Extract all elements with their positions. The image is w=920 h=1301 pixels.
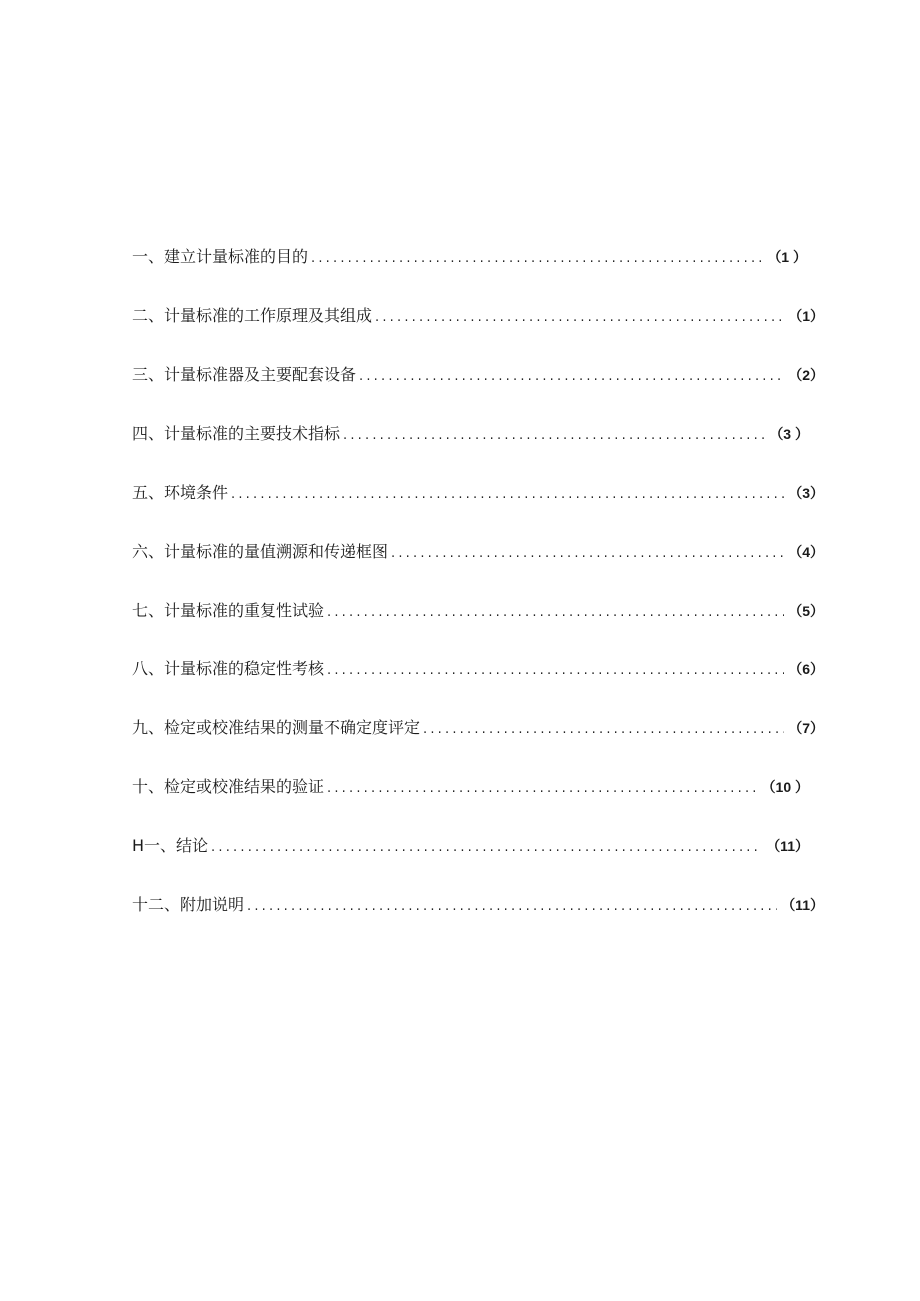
toc-entry-page: （11） — [766, 838, 809, 854]
toc-entry-page: （5） — [788, 603, 824, 619]
toc-entry-title: H一、结论 — [132, 836, 209, 855]
toc-entry-11 — [132, 836, 809, 858]
toc-entry-8 — [132, 659, 824, 681]
toc-entry-title: 三、计量标准器及主要配套设备 — [132, 365, 357, 384]
dot-leader — [343, 426, 765, 446]
toc-entry-9 — [132, 718, 824, 740]
toc-entry-title: 四、计量标准的主要技术指标 — [132, 424, 341, 443]
dot-leader — [311, 249, 763, 269]
toc-entry-title: 二、计量标准的工作原理及其组成 — [132, 306, 373, 325]
toc-entry-page: （4） — [788, 544, 824, 560]
toc-entry-title: 十、检定或校准结果的验证 — [132, 777, 325, 796]
toc-entry-2 — [132, 306, 824, 328]
dot-leader — [359, 367, 784, 387]
toc-entry-page: （1） — [788, 308, 824, 324]
dot-leader — [231, 485, 784, 505]
dot-leader — [327, 779, 758, 799]
toc-entry-page: （6） — [788, 661, 824, 677]
dot-leader — [391, 544, 784, 564]
toc-entry-page: （11） — [781, 897, 824, 913]
dot-leader — [423, 720, 784, 740]
toc-entry-4 — [132, 424, 809, 446]
dot-leader — [375, 308, 784, 328]
toc-entry-page: （2） — [788, 367, 824, 383]
dot-leader — [327, 661, 784, 681]
toc-entry-title: 五、环境条件 — [132, 483, 229, 502]
toc-entry-page: （3） — [788, 485, 824, 501]
dot-leader — [327, 603, 784, 623]
toc-entry-title: 十二、附加说明 — [132, 895, 245, 914]
toc-entry-7 — [132, 601, 824, 623]
toc-entry-page: （1 ） — [767, 249, 807, 265]
dot-leader — [211, 838, 762, 858]
toc-entry-page: （3 ） — [769, 426, 809, 442]
toc-entry-title: 八、计量标准的稳定性考核 — [132, 659, 325, 678]
toc-entry-title: 一、建立计量标准的目的 — [132, 247, 309, 266]
toc-entry-10 — [132, 777, 809, 799]
toc-entry-title: 七、计量标准的重复性试验 — [132, 601, 325, 620]
toc-entry-page: （7） — [788, 720, 824, 736]
toc-entry-1 — [132, 247, 807, 269]
toc-entry-title: 六、计量标准的量值溯源和传递框图 — [132, 542, 389, 561]
toc-entry-5 — [132, 483, 824, 505]
toc-entry-page: （10 ） — [761, 779, 809, 795]
dot-leader — [247, 897, 777, 917]
toc-entry-12 — [132, 895, 824, 917]
toc-entry-6 — [132, 542, 824, 564]
toc-entry-title: 九、检定或校准结果的测量不确定度评定 — [132, 718, 421, 737]
toc-entry-3 — [132, 365, 824, 387]
